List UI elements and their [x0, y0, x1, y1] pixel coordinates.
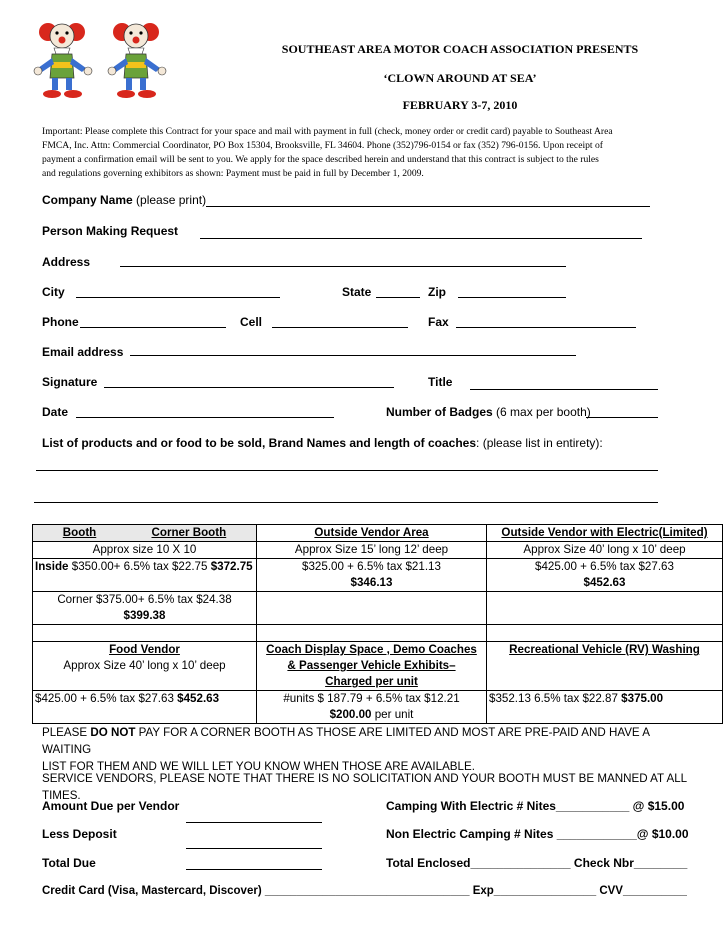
total-due-label: Total Due: [42, 856, 96, 870]
outside-price-cell: $325.00 + 6.5% tax $21.13 $346.13: [257, 559, 487, 592]
signature-field[interactable]: [104, 387, 394, 388]
products-label: List of products and or food to be sold, Brand Names and length of coaches: (please list in entirety):: [42, 436, 603, 450]
intro-line-3: payment a confirmation email will be sent to you. We apply for the space described herein and understand that this contract is subject to the rules: [42, 154, 599, 165]
date-label: Date: [42, 405, 69, 419]
email-label: Email address: [42, 345, 124, 359]
coach-price-cell: #units $ 187.79 + 6.5% tax $12.21 $200.00 per unit: [257, 691, 487, 724]
table-row: [33, 625, 723, 642]
header-title: SOUTHEAST AREA MOTOR COACH ASSOCIATION PRESENTS: [281, 42, 639, 56]
food-price-cell: $425.00 + 6.5% tax $27.63 $452.63: [33, 691, 257, 724]
title-field[interactable]: [470, 389, 658, 390]
empty-cell: [257, 592, 487, 625]
outside-electric-header-cell: Outside Vendor with Electric(Limited): [487, 525, 723, 542]
fax-field[interactable]: [456, 327, 636, 328]
products-field-line-2[interactable]: [34, 502, 658, 503]
address-label: Address: [42, 255, 91, 269]
service-vendor-note: SERVICE VENDORS, PLEASE NOTE THAT THERE IS NO SOLICITATION AND YOUR BOOTH MUST BE MANNED AT ALL TIMES.: [42, 772, 687, 802]
intro-paragraph: [42, 125, 702, 181]
less-deposit-field[interactable]: [186, 848, 322, 849]
outside-size-cell: Approx Size 15’ long 12’ deep: [257, 542, 487, 559]
empty-cell: [257, 625, 487, 642]
non-electric-label: Non Electric Camping # Nites ____________@ $10.00: [386, 827, 689, 841]
pricing-table: [32, 524, 723, 724]
electric-price-cell: $425.00 + 6.5% tax $27.63 $452.63: [487, 559, 723, 592]
intro-line-1: Important: Please complete this Contract for your space and mail with payment in full (check, money order or credit card) payable to Southeast Area: [42, 126, 613, 137]
header-event-name: ‘CLOWN AROUND AT SEA’: [383, 71, 537, 85]
total-enclosed-label: Total Enclosed_______________ Check Nbr________: [386, 856, 688, 870]
header-dates: FEBRUARY 3-7, 2010: [402, 98, 518, 112]
clown-illustration-right: [102, 18, 174, 100]
zip-field[interactable]: [458, 297, 566, 298]
table-row: [33, 542, 723, 559]
camping-electric-label: Camping With Electric # Nites___________ @ $15.00: [386, 799, 685, 813]
clown-illustration-left: [28, 18, 100, 100]
table-row: [33, 691, 723, 724]
intro-line-2: FMCA, Inc. Attn: Commercial Coordinator, PO Box 15304, Brooksville, FL 34604. Phone (352)796-0154 or fax (352) 796-0156. Upon receipt of: [42, 140, 603, 151]
cell-field[interactable]: [272, 327, 408, 328]
less-deposit-label: Less Deposit: [42, 827, 117, 841]
badges-field[interactable]: [586, 417, 658, 418]
title-label: Title: [428, 375, 453, 389]
empty-cell: [487, 592, 723, 625]
inside-price-cell: Inside $350.00+ 6.5% tax $22.75 $372.75: [33, 559, 257, 592]
company-name-label: Company Name (please print): [42, 193, 207, 207]
cell-label: Cell: [240, 315, 263, 329]
phone-field[interactable]: [80, 327, 226, 328]
address-field[interactable]: [120, 266, 566, 267]
amount-due-field[interactable]: [186, 822, 322, 823]
state-field[interactable]: [376, 297, 420, 298]
phone-label: Phone: [42, 315, 79, 329]
credit-card-label: Credit Card (Visa, Mastercard, Discover) ________________________________ Exp________________ CVV__________: [42, 885, 687, 897]
table-row: [33, 559, 723, 592]
booth-header-cell: Booth Corner Booth: [33, 525, 257, 542]
corner-booth-note: PLEASE DO NOT PAY FOR A CORNER BOOTH AS THOSE ARE LIMITED AND MOST ARE PRE-PAID AND HAVE A WAITING LIST FOR THEM AND WE WILL LET YOU KNOW WHEN THOSE ARE AVAILABLE.: [42, 726, 650, 773]
products-field-line-1[interactable]: [36, 470, 658, 471]
person-field[interactable]: [200, 238, 642, 239]
email-field[interactable]: [130, 355, 576, 356]
state-label: State: [342, 285, 372, 299]
amount-due-label: Amount Due per Vendor: [42, 799, 180, 813]
table-row: [33, 642, 723, 691]
outside-vendor-header-cell: Outside Vendor Area: [257, 525, 487, 542]
zip-label: Zip: [428, 285, 446, 299]
table-row: [33, 592, 723, 625]
person-label: Person Making Request: [42, 224, 179, 238]
empty-cell: [487, 625, 723, 642]
city-field[interactable]: [76, 297, 280, 298]
company-name-field[interactable]: [206, 206, 650, 207]
rv-washing-cell: Recreational Vehicle (RV) Washing: [487, 642, 723, 691]
signature-label: Signature: [42, 375, 98, 389]
date-field[interactable]: [76, 417, 334, 418]
badges-label: Number of Badges (6 max per booth): [386, 405, 591, 419]
city-label: City: [42, 285, 65, 299]
empty-cell: [33, 625, 257, 642]
electric-size-cell: Approx Size 40’ long x 10’ deep: [487, 542, 723, 559]
rv-price-cell: $352.13 6.5% tax $22.87 $375.00: [487, 691, 723, 724]
coach-display-cell: Coach Display Space , Demo Coaches & Passenger Vehicle Exhibits– Charged per unit: [257, 642, 487, 691]
total-due-field[interactable]: [186, 869, 322, 870]
table-row: [33, 525, 723, 542]
food-vendor-cell: Food Vendor Approx Size 40’ long x 10’ deep: [33, 642, 257, 691]
booth-size-cell: Approx size 10 X 10: [33, 542, 257, 559]
fax-label: Fax: [428, 315, 449, 329]
corner-price-cell: Corner $375.00+ 6.5% tax $24.38 $399.38: [33, 592, 257, 625]
intro-line-4: and regulations governing exhibitors as shown: Payment must be paid in full by December 1, 2009.: [42, 168, 424, 179]
